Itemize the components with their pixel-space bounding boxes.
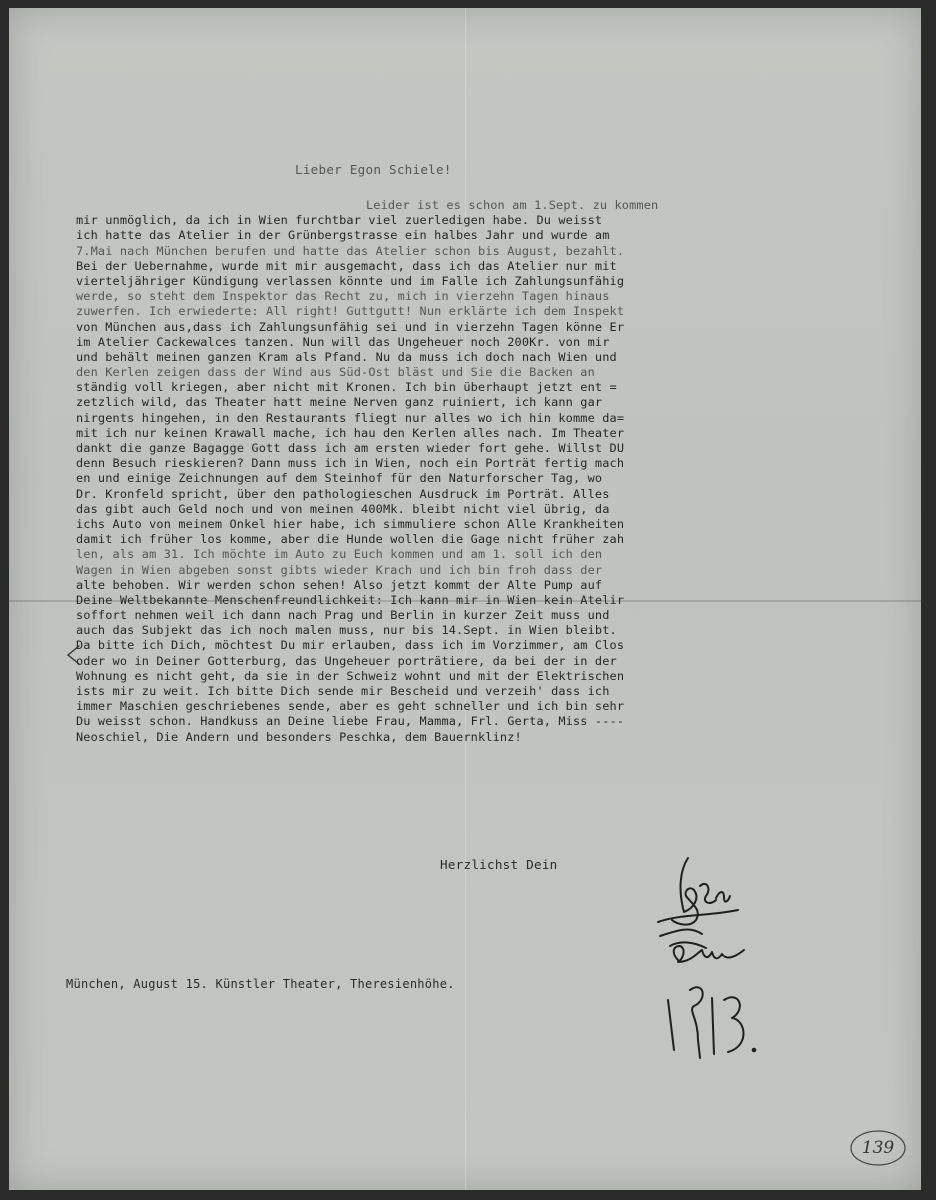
place-and-date: München, August 15. Künstler Theater, Theresienhöhe. [66,977,455,991]
body-line: mit ich nur keinen Krawall mache, ich hau den Kerlen alles nach. Im Theater [76,425,625,440]
body-line: von München aus,dass ich Zahlungsunfähig sei und in vierzehn Tagen könne Er [76,319,625,334]
salutation: Lieber Egon Schiele! [295,162,452,177]
body-line: soffort nehmen weil ich dann nach Prag und Berlin in kurzer Zeit muss und [76,608,610,623]
body-line: Deine Weltbekannte Menschenfreundlichkeit: Ich kann mir in Wien kein Atelir [76,592,625,607]
body-line: 7.Mai nach München berufen und hatte das Atelier schon bis August, bezahlt. [76,243,625,258]
body-line: damit ich früher los komme, aber die Hunde wollen die Gage nicht früher zah [76,532,625,547]
body-line: immer Maschien geschriebenes sende, aber es geht schneller und ich bin sehr [76,699,625,714]
body-line: den Kerlen zeigen dass der Wind aus Süd-Ost bläst und Sie die Backen an [76,365,595,380]
margin-bracket-mark [64,643,82,667]
body-line: im Atelier Cackewalces tanzen. Nun will das Ungeheuer noch 200Kr. von mir [76,334,610,349]
body-line: mir unmöglich, da ich in Wien furchtbar viel zuerledigen habe. Du weisst [76,213,603,228]
body-line: len, als am 31. Ich möchte im Auto zu Euch kommen und am 1. soll ich den [76,547,603,562]
body-line: Leider ist es schon am 1.Sept. zu kommen [366,198,659,212]
body-line: denn Besuch rieskieren? Dann muss ich in Wien, noch ein Porträt fertig mach [76,456,625,471]
body-line: alte behoben. Wir werden schon sehen! Also jetzt kommt der Alte Pump auf [76,577,603,592]
body-line: Wohnung es nicht geht, da sie in der Schweiz wohnt und mit der Elektrischen [76,668,625,683]
body-line: Wagen in Wien abgeben sonst gibts wieder Krach und ich bin froh dass der [76,562,603,577]
body-line: ich hatte das Atelier in der Grünbergstrasse ein halbes Jahr und wurde am [76,228,610,243]
body-line: werde, so steht dem Inspektor das Recht zu, mich in vierzehn Tagen hinaus [76,289,610,304]
archive-page-number [848,1128,908,1168]
body-line: und behält meinen ganzen Kram als Pfand. Nu da muss ich doch nach Wien und [76,349,617,364]
closing-line: Herzlichst Dein [440,857,558,872]
body-line: ists mir zu weit. Ich bitte Dich sende mir Bescheid und verzeih' dass ich [76,684,610,698]
body-line: Neoschiel, Die Andern und besonders Peschka, dem Bauernklinz! [76,729,522,744]
body-line: vierteljähriger Kündigung verlassen könnte und im Falle ich Zahlungsunfähig [76,273,625,288]
body-line: Da bitte ich Dich, möchtest Du mir erlauben, dass ich im Vorzimmer, am Clos [76,638,625,653]
page-number-value: 139 [861,1138,895,1158]
body-line: ständig voll kriegen, aber nicht mit Kronen. Ich bin überhaupt jetzt ent = [76,380,617,395]
body-line: en und einige Zeichnungen auf dem Steinhof für den Naturforscher Tag, wo [76,471,603,486]
body-line: oder wo in Deiner Gotterburg, das Ungeheuer porträtiere, da bei der in der [76,653,617,668]
body-line: zuwerfen. Ich erwiederte: All right! Guttgutt! Nun erklärte ich dem Inspekt [76,304,625,319]
body-line: Bei der Uebernahme, wurde mit mir ausgemacht, dass ich das Atelier nur mit [76,258,617,273]
letter-body [76,198,856,745]
body-line: dankt die ganze Bagagge Gott dass ich am ersten wieder fort gehe. Willst DU [76,441,625,455]
body-line: nirgents hingehen, in den Restaurants fliegt nur alles wo ich hin komme da= [76,410,625,425]
body-line: auch das Subjekt das ich noch malen muss, nur bis 14.Sept. in Wien bleibt. [76,623,617,638]
body-line: Dr. Kronfeld spricht, über den pathologieschen Ausdruck im Porträt. Alles [76,486,610,501]
body-line: ichs Auto von meinem Onkel hier habe, ich simmuliere schon Alle Krankheiten [76,516,625,531]
body-line: das gibt auch Geld noch und von meinen 400Mk. bleibt nicht viel übrig, da [76,501,610,516]
body-line: zetzlich wild, das Theater hatt meine Nerven ganz ruiniert, ich kann gar [76,395,603,410]
handwritten-signature [650,850,770,1080]
body-line: Du weisst schon. Handkuss an Deine liebe Frau, Mamma, Frl. Gerta, Miss ---- [76,714,625,729]
